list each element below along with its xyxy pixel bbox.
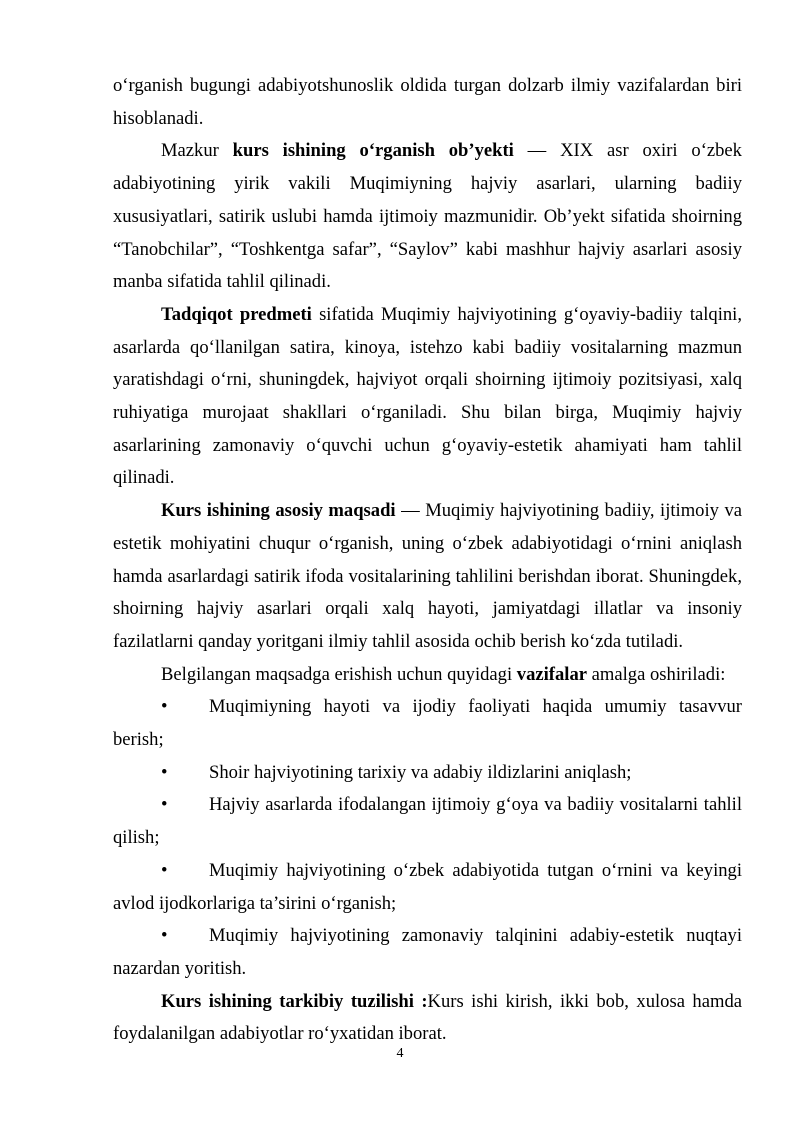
list-item-text: Muqimiy hajviyotining zamonaviy talqinini adabiy-estetik nuqtayi nazardan yoritish. xyxy=(113,925,742,979)
list-item xyxy=(113,920,742,985)
bullet-icon: • xyxy=(161,761,168,783)
tasks-term: vazifalar xyxy=(516,663,588,685)
list-item xyxy=(113,691,742,756)
paragraph-subject xyxy=(113,299,742,495)
bullet-icon: • xyxy=(161,696,168,718)
list-item-text: Muqimiy hajviyotining o‘zbek adabiyotida tutgan o‘rnini va keyingi avlod ijodkorlariga ta’sirini o‘rganish; xyxy=(113,859,742,914)
list-item-text: Muqimiyning hayoti va ijodiy faoliyati haqida umumiy tasavvur berish; xyxy=(113,696,742,751)
list-item xyxy=(113,789,742,854)
goal-term: Kurs ishining asosiy maqsadi xyxy=(161,500,396,522)
page-number: 4 xyxy=(396,1046,404,1061)
paragraph-intro-continuation xyxy=(113,70,742,135)
list-item xyxy=(113,855,742,920)
tasks-lead: Belgilangan maqsadga erishish uchun quyidagi xyxy=(161,663,517,685)
list-item-text: Hajviy asarlarda ifodalangan ijtimoiy g‘oya va badiiy vositalarni tahlil qilish; xyxy=(113,794,742,849)
object-lead: Mazkur xyxy=(161,140,233,162)
subject-term: Tadqiqot predmeti xyxy=(161,303,312,325)
goal-text: — Muqimiy hajviyotining badiiy, ijtimoiy va estetik mohiyatini chuqur o‘rganish, uning o‘zbek adabiyotidagi o‘rnini aniqlash hamda asarlardagi satirik ifoda vositalarining tahlilini berishdan iborat. Shuningdek, shoirning hajviy asarlari orqali xalq hayoti, jamiyatdagi illatlar va insoniy fazilatlarni qanday yoritgani ilmiy tahlil asosida ochib berish ko‘zda tutiladi. xyxy=(113,500,742,652)
paragraph-goal xyxy=(113,495,742,659)
paragraph-object xyxy=(113,135,742,299)
structure-text: Kurs ishi kirish, ikki bob, xulosa hamda foydalanilgan adabiyotlar ro‘yxatidan iborat. xyxy=(113,990,742,1045)
paragraph-structure xyxy=(113,986,742,1051)
paragraph-tasks-intro xyxy=(113,659,742,692)
tasks-text: amalga oshiriladi: xyxy=(587,663,726,685)
object-text: — XIX asr oxiri o‘zbek adabiyotining yirik vakili Muqimiyning hajviy asarlari, ularning badiiy xususiyatlari, satirik uslubi hamda ijtimoiy mazmunidir. Ob’yekt sifatida shoirning “Tanobchilar”, “Toshkentga safar”, “Saylov” kabi mashhur hajviy asarlari asosiy manba sifatida tahlil qilinadi. xyxy=(113,140,742,293)
list-item-text: Shoir hajviyotining tarixiy va adabiy ildizlarini aniqlash; xyxy=(209,761,632,783)
structure-term: Kurs ishining tarkibiy tuzilishi : xyxy=(161,990,428,1012)
bullet-icon: • xyxy=(161,925,168,947)
list-item xyxy=(113,757,742,790)
intro-text: o‘rganish bugungi adabiyotshunoslik oldida turgan dolzarb ilmiy vazifalardan biri hisoblanadi. xyxy=(113,75,742,129)
object-term: kurs ishining o‘rganish ob’yekti xyxy=(232,140,514,162)
subject-text: sifatida Muqimiy hajviyotining g‘oyaviy-badiiy talqini, asarlarda qo‘llanilgan satira, kinoya, istehzo kabi badiiy vositalarning mazmun yaratishdagi o‘rni, shuningdek, hajviyot orqali shoirning ijtimoiy pozitsiyasi, xalq ruhiyatiga murojaat shakllari o‘rganiladi. Shu bilan birga, Muqimiy hajviy asarlarining zamonaviy o‘quvchi uchun g‘oyaviy-estetik ahamiyati ham tahlil qilinadi. xyxy=(113,303,742,489)
bullet-icon: • xyxy=(161,794,168,816)
bullet-icon: • xyxy=(161,859,168,881)
body-text xyxy=(113,70,742,1051)
